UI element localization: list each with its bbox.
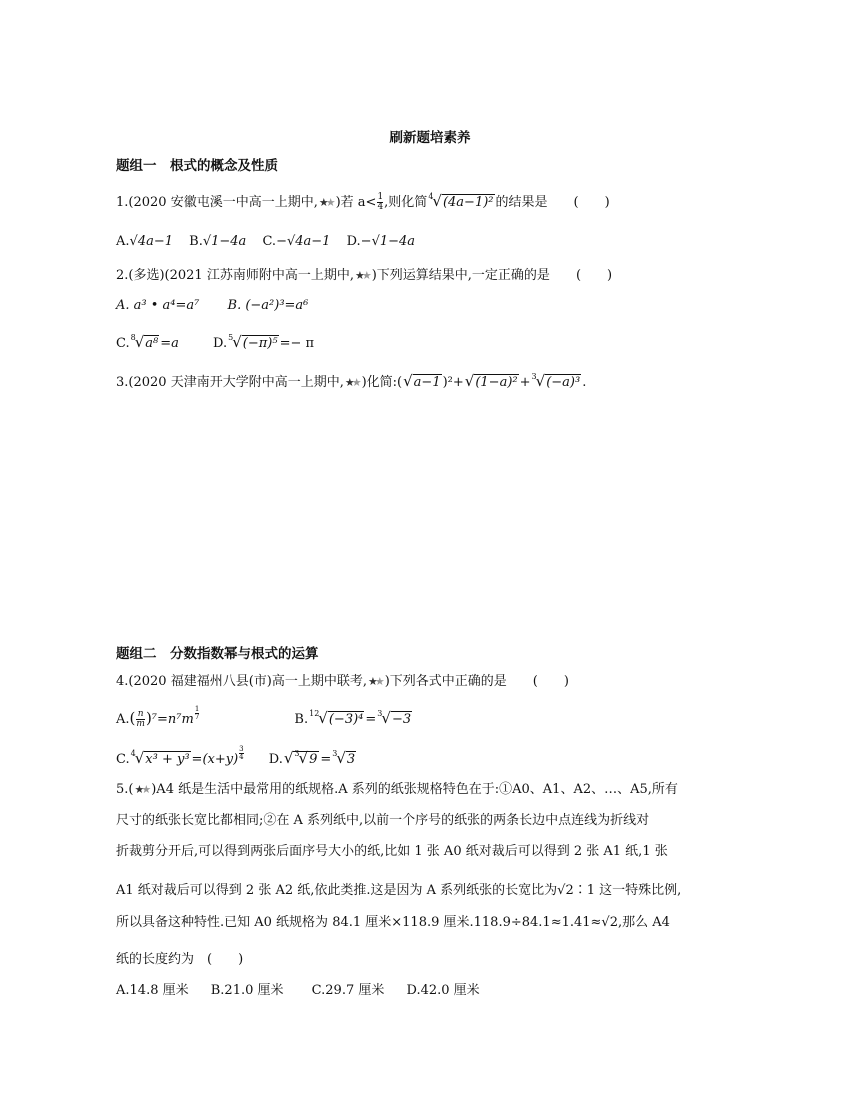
q5-option-b: B.21.0 厘米 bbox=[210, 983, 284, 998]
q4-option-d-radical-2: $^3$√3 bbox=[332, 749, 356, 767]
question-5-line-5: 所以具备这种特性.已知 A0 纸规格为 84.1 厘米×118.9 厘米.118.9÷84.1≈1.41≈√2,那么 A4 bbox=[116, 915, 670, 930]
q1-option-c-label: C. bbox=[262, 234, 277, 249]
q2-option-c-tail: =a bbox=[160, 336, 179, 351]
q1-answer-bracket: ( ) bbox=[573, 195, 610, 210]
q1-option-b: √1−4a bbox=[202, 234, 247, 249]
q4-option-b-radical: $^{12}$√(−3)⁴ bbox=[309, 709, 364, 727]
q2-option-c-label: C. bbox=[116, 336, 130, 351]
q1-option-d-label: D. bbox=[346, 234, 361, 249]
q4-option-b-radical-2: $^3$√−3 bbox=[377, 709, 412, 727]
q4-option-b-eq: = bbox=[365, 712, 377, 727]
q1-prefix: 1.(2020 安徽屯溪一中高一上期中, bbox=[116, 195, 318, 210]
q5-options bbox=[116, 981, 480, 1001]
q5-option-d: D.42.0 厘米 bbox=[406, 983, 480, 998]
q3-mid3: + bbox=[519, 375, 531, 390]
q2-options-ab bbox=[116, 296, 308, 316]
q4-option-d-label: D. bbox=[268, 752, 283, 767]
q3-radical-1: √a−1 bbox=[403, 372, 441, 390]
q2-prefix: 2.(多选)(2021 江苏南师附中高一上期中, bbox=[116, 268, 354, 283]
q3-radical-3: $^3$√(−a)³ bbox=[531, 372, 581, 390]
question-5-line-6: 纸的长度约为 ( ) bbox=[116, 952, 244, 967]
q5-prefix: 5.( bbox=[116, 782, 134, 797]
question-5-line-4: A1 纸对裁后可以得到 2 张 A2 纸,依此类推.这是因为 A 系列纸张的长宽比为√2∶1 这一特殊比例, bbox=[116, 883, 682, 898]
difficulty-star-icon: ★★ bbox=[367, 675, 382, 688]
difficulty-star-icon: ★★ bbox=[134, 783, 149, 796]
q2-suffix: )下列运算结果中,一定正确的是 bbox=[371, 268, 550, 283]
q2-option-b: B. (−a²)³=a⁶ bbox=[227, 298, 309, 313]
q3-prefix: 3.(2020 天津南开大学附中高一上期中, bbox=[116, 375, 344, 390]
q4-suffix: )下列各式中正确的是 bbox=[384, 674, 507, 689]
q5-line-1: )A4 纸是生活中最常用的纸规格.A 系列的纸张规格特色在于:①A0、A1、A2、…、A5,所有 bbox=[151, 782, 678, 797]
q1-option-c: −√4a−1 bbox=[276, 234, 331, 249]
q4-option-a-label: A. bbox=[116, 712, 130, 727]
group1-heading: 题组一 根式的概念及性质 bbox=[116, 158, 278, 174]
question-4 bbox=[116, 672, 569, 692]
q1-radical: $^4$√(4a−1)² bbox=[428, 192, 494, 210]
group2-heading: 题组二 分数指数幂与根式的运算 bbox=[116, 646, 319, 662]
difficulty-star-icon: ★★ bbox=[354, 269, 369, 282]
q1-suffix: 的结果是 bbox=[495, 195, 548, 210]
q3-mid2: )²+ bbox=[442, 375, 464, 390]
question-1 bbox=[116, 191, 610, 214]
q1-option-d: −√1−4a bbox=[360, 234, 416, 249]
q4-option-a-exponent: $\frac{1}{7}$ bbox=[194, 705, 200, 721]
q1-mid2: ,则化简 bbox=[384, 195, 428, 210]
q2-option-a: A. a³ • a⁴=a⁷ bbox=[116, 298, 200, 313]
q5-option-c: C.29.7 厘米 bbox=[311, 983, 385, 998]
q2-option-d-tail: =− π bbox=[279, 336, 315, 351]
q3-suffix: . bbox=[582, 375, 587, 390]
q4-option-c-exponent: $\frac{3}{4}$ bbox=[239, 745, 244, 761]
q2-options-cd bbox=[116, 332, 314, 355]
q1-mid: )若 a< bbox=[335, 195, 377, 210]
q4-prefix: 4.(2020 福建福州八县(市)高一上期中联考, bbox=[116, 674, 367, 689]
q1-option-a: √4a−1 bbox=[129, 234, 173, 249]
q5-option-a: A.14.8 厘米 bbox=[116, 983, 189, 998]
q1-options bbox=[116, 232, 415, 252]
q4-option-d-eq: = bbox=[320, 752, 332, 767]
q1-fraction: $\frac{1}{4}$ bbox=[377, 192, 384, 212]
q1-option-b-label: B. bbox=[189, 234, 203, 249]
q4-option-d-radical: √$^3$√9 bbox=[283, 749, 318, 767]
difficulty-star-icon: ★★ bbox=[318, 196, 333, 209]
page-title: 刷新题培素养 bbox=[389, 130, 471, 146]
question-5-line-3: 折裁剪分开后,可以得到两张后面序号大小的纸,比如 1 张 A0 纸对裁后可以得到 2 张 A1 纸,1 张 bbox=[116, 844, 668, 859]
q2-option-c-radical: $^8$√a⁸ bbox=[130, 333, 159, 351]
q2-option-d-radical: $^5$√(−π)⁵ bbox=[228, 333, 278, 351]
question-3 bbox=[116, 371, 586, 394]
q2-option-d-label: D. bbox=[213, 336, 228, 351]
q1-option-a-label: A. bbox=[116, 234, 130, 249]
q4-options-cd bbox=[116, 745, 357, 771]
q4-option-b-label: B. bbox=[294, 712, 309, 727]
difficulty-star-icon: ★★ bbox=[344, 376, 359, 389]
q4-option-a-fraction: $\frac{n}{m}$ bbox=[136, 709, 145, 729]
q4-option-c-tail: =(x+y) bbox=[191, 752, 239, 767]
q4-option-a-tail: ⁷=n⁷m bbox=[151, 712, 194, 727]
q4-option-c-radical: $^4$√x³ + y³ bbox=[130, 749, 190, 767]
question-5-line-2: 尺寸的纸张长宽比都相同;②在 A 系列纸中,以前一个序号的纸张的两条长边中点连线为折线对 bbox=[116, 813, 650, 828]
q4-options-ab: A.( $\frac{n}{m}$ )⁷=n⁷m $\frac{1}{7}$ B.$^{12}$√(−3)⁴ =$^3$√−3 bbox=[116, 705, 412, 729]
q2-answer-bracket: ( ) bbox=[575, 268, 613, 283]
q3-mid: )化简:( bbox=[361, 375, 403, 390]
q3-radical-2: √(1−a)² bbox=[464, 372, 518, 390]
q4-answer-bracket: ( ) bbox=[532, 674, 569, 689]
question-2 bbox=[116, 266, 612, 286]
question-5-line-1 bbox=[116, 780, 678, 800]
q4-option-c-label: C. bbox=[116, 752, 130, 767]
